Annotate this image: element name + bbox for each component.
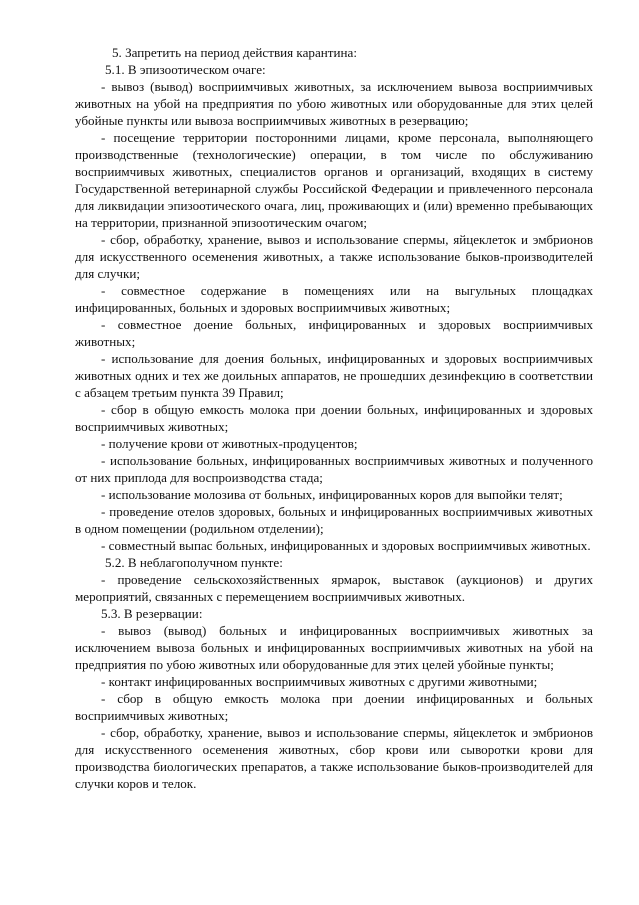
- document-body: [75, 44, 593, 792]
- list-item: - совместное содержание в помещениях или на выгульных площадках инфицированных, больных и здоровых восприимчивых животных;: [75, 283, 593, 315]
- list-item: - посещение территории посторонними лицами, кроме персонала, выполняющего производственные (технологические) операции, в том числе по обслуживанию восприимчивых животных, специалистов органов и организаций, входящих в систему Государственной ветеринарной службы Российской Федерации и привлеченного персонала для ликвидации эпизоотического очага, лиц, проживающих и (или) временно пребывающих на территории, признанной эпизоотическим очагом;: [75, 130, 593, 230]
- section-heading: 5.1. В эпизоотическом очаге:: [105, 62, 266, 77]
- list-item: - использование больных, инфицированных восприимчивых животных и полученного от них приплода для воспроизводства стада;: [75, 453, 593, 485]
- list-item: - сбор, обработку, хранение, вывоз и использование спермы, яйцеклеток и эмбрионов для искусственного осеменения животных, сбор крови или сыворотки крови для производства биологических препаратов, а также использование быков-производителей для случки коров и телок.: [75, 725, 593, 791]
- list-item: - сбор в общую емкость молока при доении больных, инфицированных и здоровых восприимчивых животных;: [75, 402, 593, 434]
- list-item: - использование для доения больных, инфицированных и здоровых восприимчивых животных одних и тех же доильных аппаратов, не прошедших дезинфекцию в соответствии с абзацем третьим пункта 39 Правил;: [75, 351, 593, 400]
- list-item: - совместное доение больных, инфицированных и здоровых восприимчивых животных;: [75, 317, 593, 349]
- list-item: - вывоз (вывод) восприимчивых животных, за исключением вывоза восприимчивых животных на убой на предприятия по убою животных или оборудованные для этих целей убойные пункты или вывоза восприимчивых животных в резервацию;: [75, 79, 593, 128]
- list-item: - получение крови от животных-продуцентов;: [101, 436, 358, 451]
- list-item: - сбор в общую емкость молока при доении инфицированных и больных восприимчивых животных;: [75, 691, 593, 723]
- list-item: - проведение отелов здоровых, больных и инфицированных восприимчивых животных в одном помещении (родильном отделении);: [75, 504, 593, 536]
- section-heading: 5.3. В резервации:: [101, 606, 203, 621]
- section-heading: 5.2. В неблагополучном пункте:: [105, 555, 283, 570]
- section-heading: 5. Запретить на период действия карантина:: [112, 45, 357, 60]
- list-item: - использование молозива от больных, инфицированных коров для выпойки телят;: [101, 487, 563, 502]
- list-item: - контакт инфицированных восприимчивых животных с другими животными;: [101, 674, 538, 689]
- list-item: - сбор, обработку, хранение, вывоз и использование спермы, яйцеклеток и эмбрионов для искусственного осеменения животных, а также использование быков-производителей для случки;: [75, 232, 593, 281]
- list-item: - совместный выпас больных, инфицированных и здоровых восприимчивых животных.: [101, 538, 591, 553]
- list-item: - проведение сельскохозяйственных ярмарок, выставок (аукционов) и других мероприятий, связанных с перемещением восприимчивых животных.: [75, 572, 593, 604]
- list-item: - вывоз (вывод) больных и инфицированных восприимчивых животных за исключением вывоза больных и инфицированных восприимчивых животных на убой на предприятия по убою животных или оборудованные для этих целей убойные пункты;: [75, 623, 593, 672]
